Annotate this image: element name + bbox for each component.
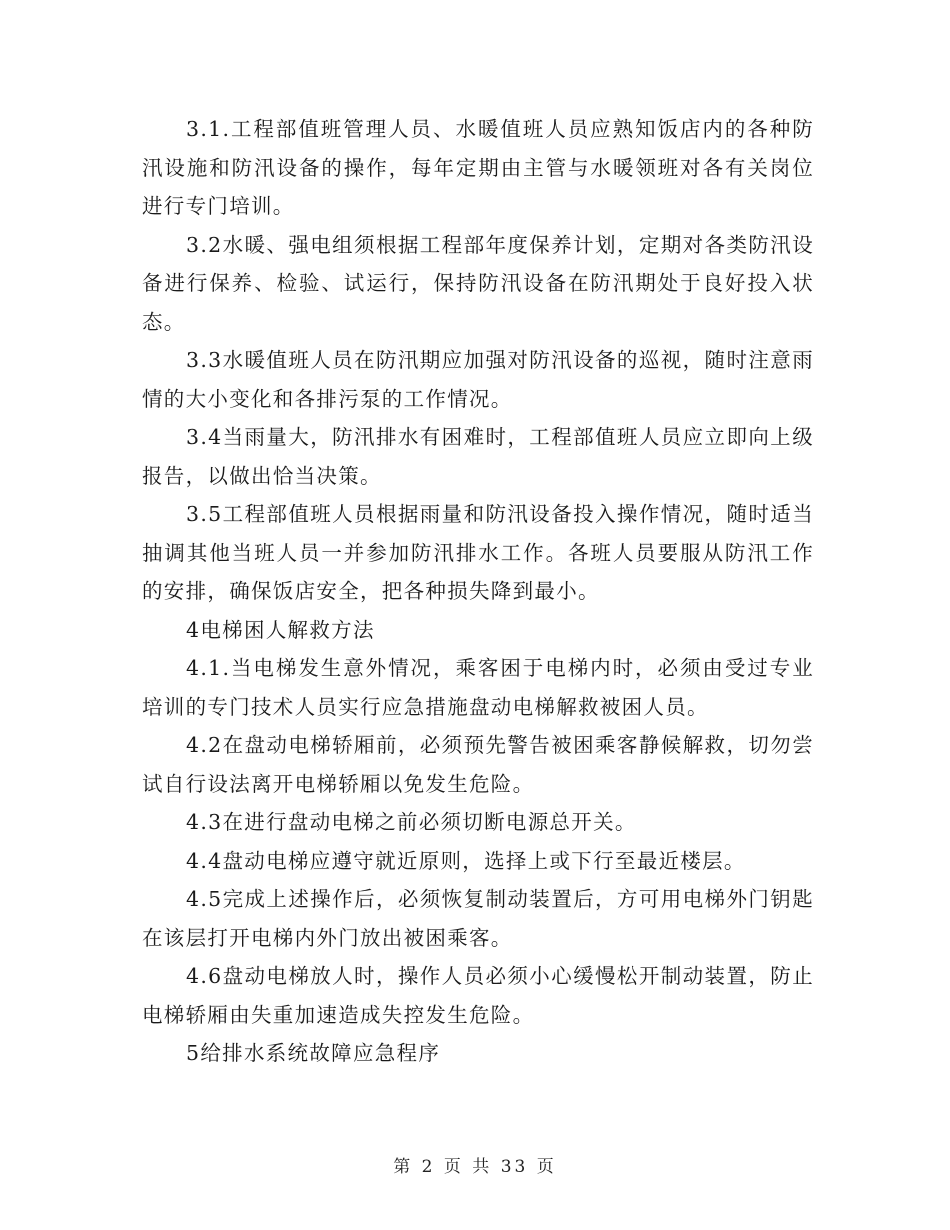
section-heading-4: 4电梯困人解救方法 xyxy=(186,617,375,642)
paragraph-4-4: 4.4盘动电梯应遵守就近原则，选择上或下行至最近楼层。 xyxy=(186,848,746,873)
paragraph-4-1: 4.1.当电梯发生意外情况，乘客困于电梯内时，必须由受过专业培训的专门技术人员实行应急措施盘动电梯解救被困人员。 xyxy=(142,656,814,719)
paragraph-4-2: 4.2在盘动电梯轿厢前，必须预先警告被困乘客静候解救，切勿尝试自行设法离开电梯轿厢以免发生危险。 xyxy=(142,733,814,796)
paragraph-4-3: 4.3在进行盘动电梯之前必须切断电源总开关。 xyxy=(186,810,637,834)
paragraph-3-3: 3.3水暖值班人员在防汛期应加强对防汛设备的巡视，随时注意雨情的大小变化和各排污泵的工作情况。 xyxy=(142,348,814,411)
paragraph-4-6: 4.6盘动电梯放人时，操作人员必须小心缓慢松开制动装置，防止电梯轿厢由失重加速造成失控发生危险。 xyxy=(142,964,814,1027)
paragraph-3-4: 3.4当雨量大，防汛排水有困难时，工程部值班人员应立即向上级报告，以做出恰当决策。 xyxy=(142,425,814,488)
paragraph-3-1: 3.1.工程部值班管理人员、水暖值班人员应熟知饭店内的各种防汛设施和防汛设备的操作，每年定期由主管与水暖领班对各有关岗位进行专门培训。 xyxy=(142,117,814,218)
paragraph-3-2: 3.2水暖、强电组须根据工程部年度保养计划，定期对各类防汛设备进行保养、检验、试运行，保持防汛设备在防汛期处于良好投入状态。 xyxy=(142,232,814,334)
page-footer: 第 2 页 共 33 页 xyxy=(393,1157,557,1177)
paragraph-4-5: 4.5完成上述操作后，必须恢复制动装置后，方可用电梯外门钥匙在该层打开电梯内外门放出被困乘客。 xyxy=(142,887,814,950)
paragraph-3-5: 3.5工程部值班人员根据雨量和防汛设备投入操作情况，随时适当抽调其他当班人员一并参加防汛排水工作。各班人员要服从防汛工作的安排，确保饭店安全，把各种损失降到最小。 xyxy=(142,502,814,603)
document-body xyxy=(142,110,814,1073)
section-heading-5: 5给排水系统故障应急程序 xyxy=(186,1041,441,1065)
